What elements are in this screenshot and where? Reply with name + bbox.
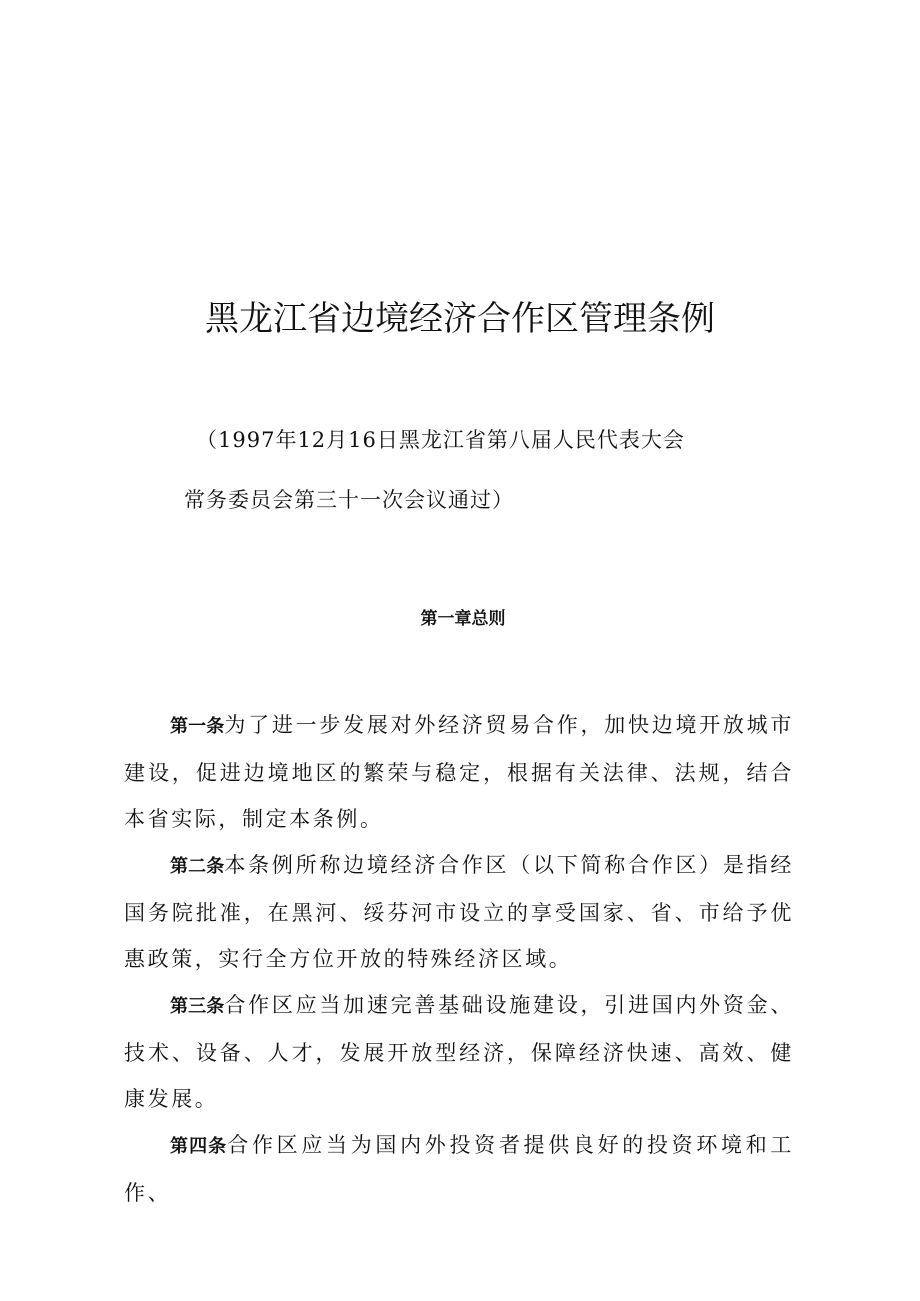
article-text: 为了进一步发展对外经济贸易合作，加快边境开放城市建设，促进边境地区的繁荣与稳定，根据有关法律、法规，结合本省实际，制定本条例。 <box>124 713 794 831</box>
document-title: 黑龙江省边境经济合作区管理条例 <box>205 299 715 339</box>
article-label: 第二条 <box>170 856 225 877</box>
article-label: 第一条 <box>170 716 225 737</box>
article-4 <box>124 1122 794 1216</box>
article-text: 本条例所称边境经济合作区（以下简称合作区）是指经国务院批准，在黑河、绥芬河市设立的享受国家、省、市给予优惠政策，实行全方位开放的特殊经济区域。 <box>124 853 794 971</box>
article-2 <box>124 842 794 982</box>
article-label: 第四条 <box>170 1136 228 1157</box>
document-body <box>124 702 794 1216</box>
chapter-heading: 第一章总则 <box>420 609 506 629</box>
article-label: 第三条 <box>170 996 225 1017</box>
article-text: 合作区应当加速完善基础设施建设，引进国内外资金、技术、设备、人才，发展开放型经济，保障经济快速、高效、健康发展。 <box>124 993 794 1111</box>
adoption-note-line-1: （1997年12月16日黑龙江省第八届人民代表大会 <box>196 428 685 452</box>
adoption-note-line-2: 常务委员会第三十一次会议通过） <box>184 488 514 512</box>
article-text: 合作区应当为国内外投资者提供良好的投资环境和工作、 <box>124 1133 794 1205</box>
article-3 <box>124 982 794 1122</box>
article-1 <box>124 702 794 842</box>
